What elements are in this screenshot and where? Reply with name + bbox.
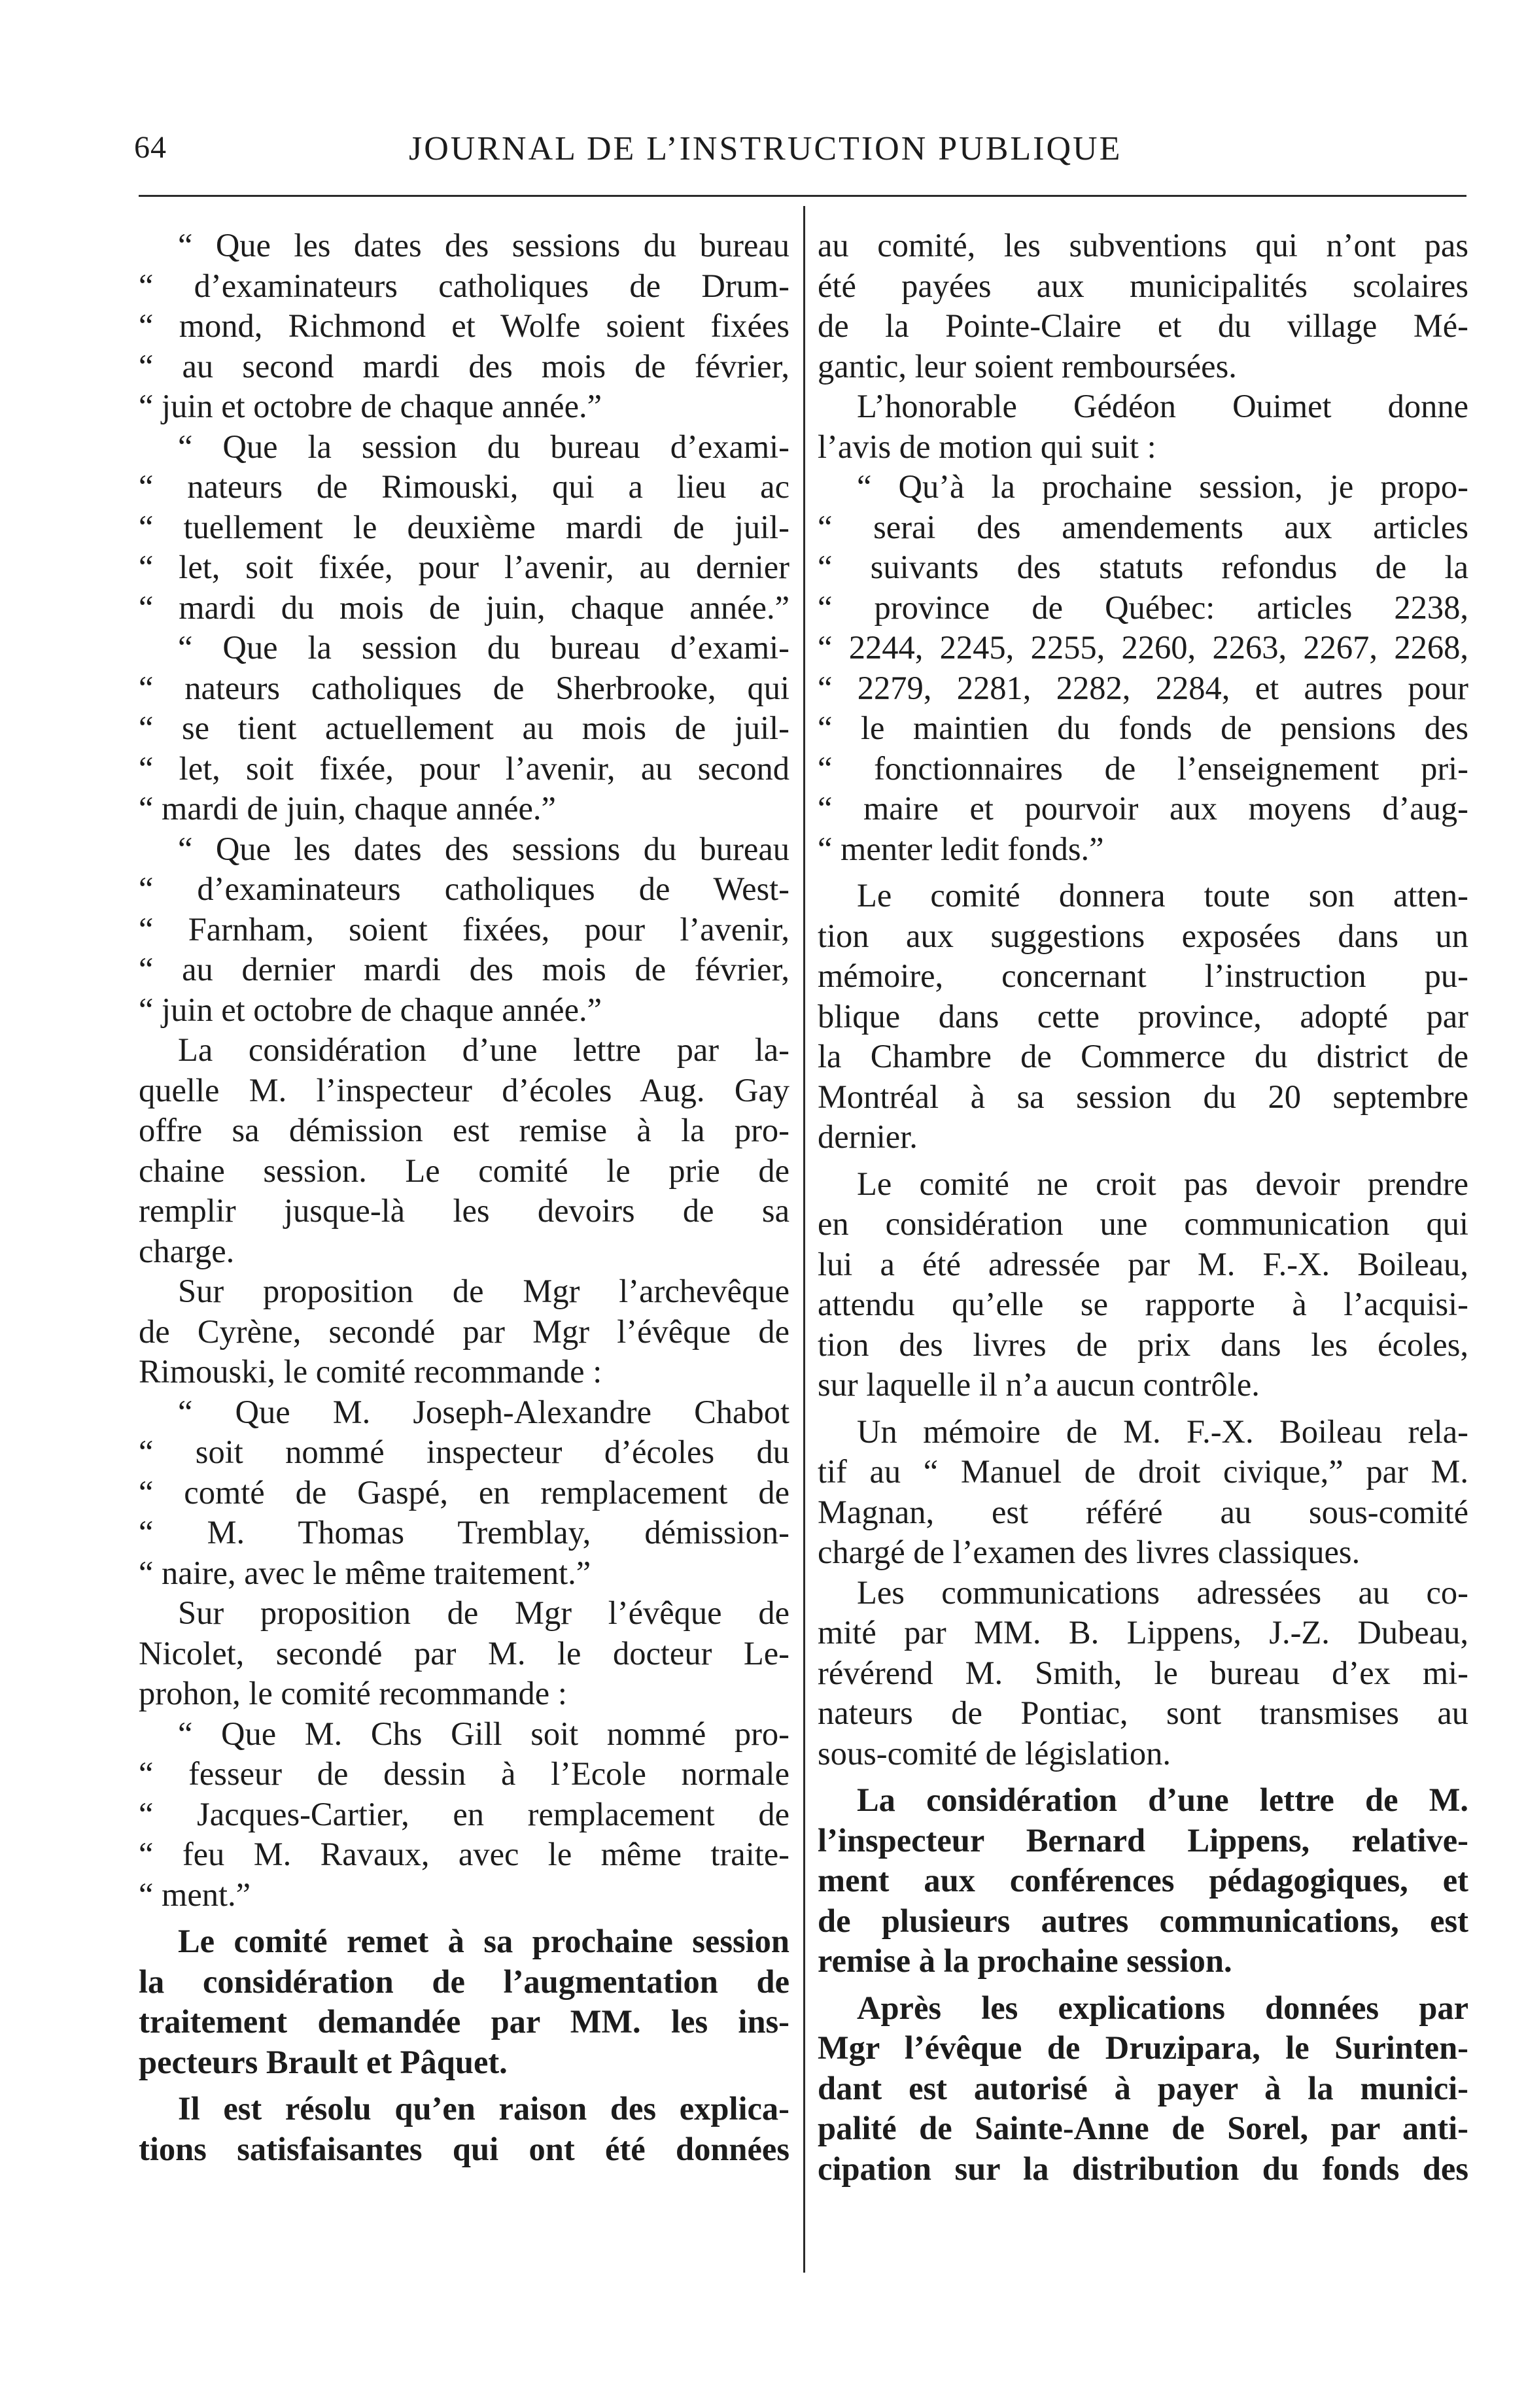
text-line: pecteurs Brault et Pâquet. [139, 2043, 508, 2080]
text-line: “ juin et octobre de chaque année.” [139, 991, 602, 1028]
text-line: “ fonctionnaires de l’enseignement pri- [818, 749, 1468, 787]
text-line: prohon, le comité recommande : [139, 1675, 567, 1711]
text-line: “ Que M. Joseph-Alexandre Chabot [178, 1393, 789, 1430]
text-line: “ ment.” [139, 1876, 251, 1913]
text-line: tion des livres de prix dans les écoles, [818, 1326, 1468, 1363]
text-line: “ Qu’à la prochaine session, je propo- [857, 468, 1468, 505]
text-line: gantic, leur soient remboursées. [818, 347, 1237, 385]
text-line: Sur proposition de Mgr l’archevêque [178, 1273, 789, 1309]
text-line: Rimouski, le comité recommande : [139, 1353, 602, 1390]
text-line: dant est autorisé à payer à la munici- [818, 2069, 1468, 2107]
text-line: “ soit nommé inspecteur d’écoles du [139, 1434, 789, 1470]
text-line: “ le maintien du fonds de pensions des [818, 710, 1468, 746]
text-line: révérend M. Smith, le bureau d’ex mi- [818, 1654, 1468, 1691]
running-title: JOURNAL DE L’INSTRUCTION PUBLIQUE [409, 130, 1122, 167]
text-line: tif au “ Manuel de droit civique,” par M. [818, 1453, 1468, 1490]
text-line: “ au dernier mardi des mois de février, [139, 951, 789, 988]
text-line: charge. [139, 1232, 235, 1269]
text-line: “ mardi de juin, chaque année.” [139, 790, 556, 827]
text-line: quelle M. l’inspecteur d’écoles Aug. Gay [139, 1071, 789, 1109]
text-line: Sur proposition de Mgr l’évêque de [178, 1594, 789, 1631]
text-line: “ Que la session du bureau d’exami- [178, 428, 789, 465]
text-line: “ M. Thomas Tremblay, démission- [139, 1514, 789, 1551]
text-line: chaine session. Le comité le prie de [139, 1152, 789, 1189]
text-line: “ juin et octobre de chaque année.” [139, 388, 602, 424]
header-rule [139, 195, 1466, 197]
text-line: nateurs de Pontiac, sont transmises au [818, 1694, 1468, 1731]
text-line: blique dans cette province, adopté par [818, 997, 1468, 1035]
text-line: “ mardi du mois de juin, chaque année.” [139, 589, 789, 626]
text-line: lui a été adressée par M. F.-X. Boileau, [818, 1245, 1468, 1282]
text-line: de plusieurs autres communications, est [818, 1902, 1468, 1939]
text-line: “ se tient actuellement au mois de juil- [139, 710, 789, 746]
text-line: Le comité ne croit pas devoir prendre [857, 1165, 1468, 1202]
text-line: “ tuellement le deuxième mardi de juil- [139, 508, 789, 545]
column-separator [803, 206, 805, 2273]
text-line: Le comité remet à sa prochaine session [178, 1923, 789, 1959]
text-line: Magnan, est référé au sous-comité [818, 1493, 1468, 1530]
text-line: la considération de l’augmentation de [139, 1963, 789, 2000]
text-line: traitement demandée par MM. les ins- [139, 2003, 789, 2040]
text-line: mémoire, concernant l’instruction pu- [818, 957, 1468, 994]
page-header [134, 116, 1298, 182]
text-line: La considération d’une lettre par la- [178, 1031, 789, 1068]
text-line: la Chambre de Commerce du district de [818, 1038, 1468, 1075]
text-line: “ Que M. Chs Gill soit nommé pro- [178, 1715, 789, 1752]
text-line: “ d’examinateurs catholiques de Drum- [139, 267, 789, 304]
text-line: Montréal à sa session du 20 septembre [818, 1078, 1468, 1115]
text-line: attendu qu’elle se rapporte à l’acquisi- [818, 1286, 1468, 1322]
text-line: “ menter ledit fonds.” [818, 830, 1104, 867]
text-line: Après les explications données par [857, 1989, 1468, 2026]
text-line: “ Farnham, soient fixées, pour l’avenir, [139, 910, 789, 948]
text-line: tion aux suggestions exposées dans un [818, 917, 1468, 954]
text-line: “ au second mardi des mois de février, [139, 347, 789, 385]
text-line: tions satisfaisantes qui ont été données [139, 2130, 789, 2167]
text-line: Il est résolu qu’en raison des explica- [178, 2090, 789, 2127]
text-line: l’avis de motion qui suit : [818, 428, 1156, 465]
text-line: “ nateurs de Rimouski, qui a lieu ac [139, 468, 789, 505]
text-line: “ 2244, 2245, 2255, 2260, 2263, 2267, 2268, [818, 629, 1468, 666]
text-line: offre sa démission est remise à la pro- [139, 1112, 789, 1148]
text-line: “ mond, Richmond et Wolfe soient fixées [139, 307, 789, 344]
text-line: Les communications adressées au co- [857, 1574, 1468, 1611]
text-line: “ feu M. Ravaux, avec le même traite- [139, 1836, 789, 1872]
text-line: “ fesseur de dessin à l’Ecole normale [139, 1755, 789, 1792]
text-line: sous-comité de législation. [818, 1734, 1171, 1772]
text-line: palité de Sainte-Anne de Sorel, par anti- [818, 2110, 1468, 2146]
text-line: remplir jusque-là les devoirs de sa [139, 1192, 789, 1229]
text-line: “ Que les dates des sessions du bureau [178, 830, 789, 867]
page-number: 64 [134, 130, 167, 165]
text-line: chargé de l’examen des livres classiques. [818, 1534, 1361, 1570]
text-line: Un mémoire de M. F.-X. Boileau rela- [857, 1413, 1468, 1450]
text-line: ment aux conférences pédagogiques, et [818, 1862, 1468, 1899]
text-line: Mgr l’évêque de Druzipara, le Surinten- [818, 2029, 1468, 2066]
text-line: Nicolet, secondé par M. le docteur Le- [139, 1634, 789, 1672]
left-column [139, 226, 789, 2169]
text-line: “ naire, avec le même traitement.” [139, 1554, 591, 1591]
text-line: L’honorable Gédéon Ouimet donne [857, 388, 1468, 424]
text-line: dernier. [818, 1118, 918, 1155]
text-line: été payées aux municipalités scolaires [818, 267, 1468, 304]
text-line: au comité, les subventions qui n’ont pas [818, 227, 1468, 264]
text-line: mité par MM. B. Lippens, J.-Z. Dubeau, [818, 1614, 1468, 1651]
text-line: remise à la prochaine session. [818, 1942, 1232, 1979]
text-line: “ Que la session du bureau d’exami- [178, 629, 789, 666]
text-line: “ serai des amendements aux articles [818, 508, 1468, 545]
text-line: “ nateurs catholiques de Sherbrooke, qui [139, 669, 789, 706]
text-line: en considération une communication qui [818, 1205, 1468, 1242]
text-line: “ comté de Gaspé, en remplacement de [139, 1473, 789, 1511]
text-line: cipation sur la distribution du fonds des [818, 2150, 1468, 2187]
text-line: “ Que les dates des sessions du bureau [178, 227, 789, 264]
text-line: “ maire et pourvoir aux moyens d’aug- [818, 790, 1468, 827]
text-line: Le comité donnera toute son atten- [857, 877, 1468, 914]
text-line: “ 2279, 2281, 2282, 2284, et autres pour [818, 669, 1468, 706]
text-line: “ let, soit fixée, pour l’avenir, au dernier [139, 549, 789, 585]
text-line: “ let, soit fixée, pour l’avenir, au second [139, 749, 789, 787]
text-line: “ suivants des statuts refondus de la [818, 549, 1468, 585]
text-line: de Cyrène, secondé par Mgr l’évêque de [139, 1313, 789, 1350]
text-line: l’inspecteur Bernard Lippens, relative- [818, 1821, 1468, 1859]
right-column [818, 226, 1468, 2189]
text-line: “ d’examinateurs catholiques de West- [139, 870, 789, 907]
text-line: de la Pointe-Claire et du village Mé- [818, 307, 1468, 344]
text-line: “ province de Québec: articles 2238, [818, 589, 1468, 626]
text-line: La considération d’une lettre de M. [857, 1781, 1468, 1818]
text-line: sur laquelle il n’a aucun contrôle. [818, 1366, 1260, 1403]
text-line: “ Jacques-Cartier, en remplacement de [139, 1795, 789, 1832]
